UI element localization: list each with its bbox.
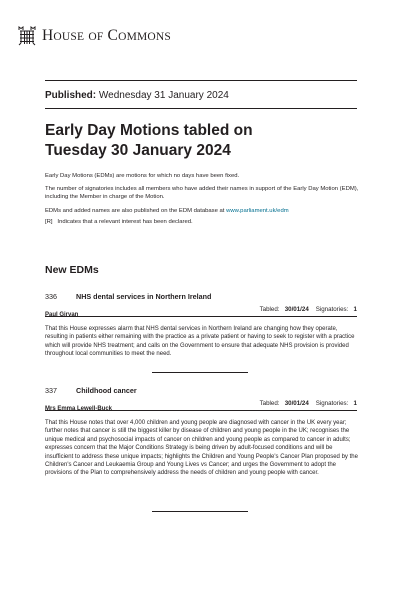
tabled-label: Tabled: [259, 306, 280, 313]
tabled-date: 30/01/24 [284, 306, 309, 313]
intro-paragraph-3 [45, 207, 365, 215]
tabled-date: 30/01/24 [284, 400, 309, 407]
edm-number: 336 [45, 292, 57, 301]
published-label: Published: [45, 90, 97, 101]
edm-text: That this House notes that over 4,000 children and young people are diagnosed with cancer in the UK every year; further notes that cancer is still the biggest killer by disease of children and young people in the UK; recognises the unique medical and psychosocial impacts of cancer on children and young people as compared to cancer in adults; expresses concern that the Major Conditions Strategy is being driven by adult-focused conditions and will be insufficient to address these unique impacts; highlights the Children and Young People's Cancer Plan proposed by the Children's Cancer and Leukaemia Group and Young Lives vs Cancer; and urges the Government to adopt the provisions of the Plan to comprehensively address the needs of children and young people with cancer. [45, 420, 358, 477]
edm-text: That this House expresses alarm that NHS dental services in Northern Ireland are changing how they operate, resulting in patients either remaining with the practice as a private patient or having to seek to register with a practice which will provide NHS treatment; and calls on the Government to ensure that adequate NHS provision is provided throughout local communities to meet the need. [45, 326, 355, 358]
edm-separator [152, 511, 248, 512]
signatories-label: Signatories: [315, 400, 349, 407]
org-name: HOUSE OF COMMONS [42, 27, 172, 44]
portcullis-logo-icon [18, 26, 36, 46]
page-title-line-2: Tuesday 30 January 2024 [45, 142, 231, 159]
edm-member: Paul Girvan [45, 312, 79, 318]
edm-separator [152, 372, 248, 373]
header-rule [45, 80, 357, 81]
page-title [45, 121, 365, 161]
signatories-count: 1 [353, 400, 357, 407]
published-line [45, 90, 229, 101]
published-date: Wednesday 31 January 2024 [98, 90, 229, 101]
section-heading: New EDMs [45, 264, 99, 276]
tabled-label: Tabled: [259, 400, 280, 407]
intro-paragraph-3-text: EDMs and added names are also published on the EDM database at [45, 208, 227, 214]
signatories-count: 1 [353, 306, 357, 313]
page-title-line-1: Early Day Motions tabled on [45, 122, 253, 139]
edm-meta [260, 306, 357, 313]
edm-meta [260, 400, 357, 407]
intro-paragraph-2: The number of signatories includes all members who have added their names in support of the Early Day Motion (EDM), including the Member in charge of the Motion. [45, 186, 359, 200]
intro-paragraph-1: Early Day Motions (EDMs) are motions for which no days have been fixed. [45, 173, 240, 179]
intro-paragraph-4: [R] Indicates that a relevant interest has been declared. [45, 219, 193, 225]
published-rule [45, 108, 357, 109]
edm-rule [45, 316, 357, 317]
edm-title: NHS dental services in Northern Ireland [76, 292, 212, 301]
signatories-label: Signatories: [315, 306, 349, 313]
edm-number: 337 [45, 386, 57, 395]
edm-title: Childhood cancer [76, 386, 137, 395]
edm-member: Mrs Emma Lewell-Buck [45, 406, 113, 412]
edm-database-link[interactable]: www.parliament.uk/edm [226, 208, 289, 214]
